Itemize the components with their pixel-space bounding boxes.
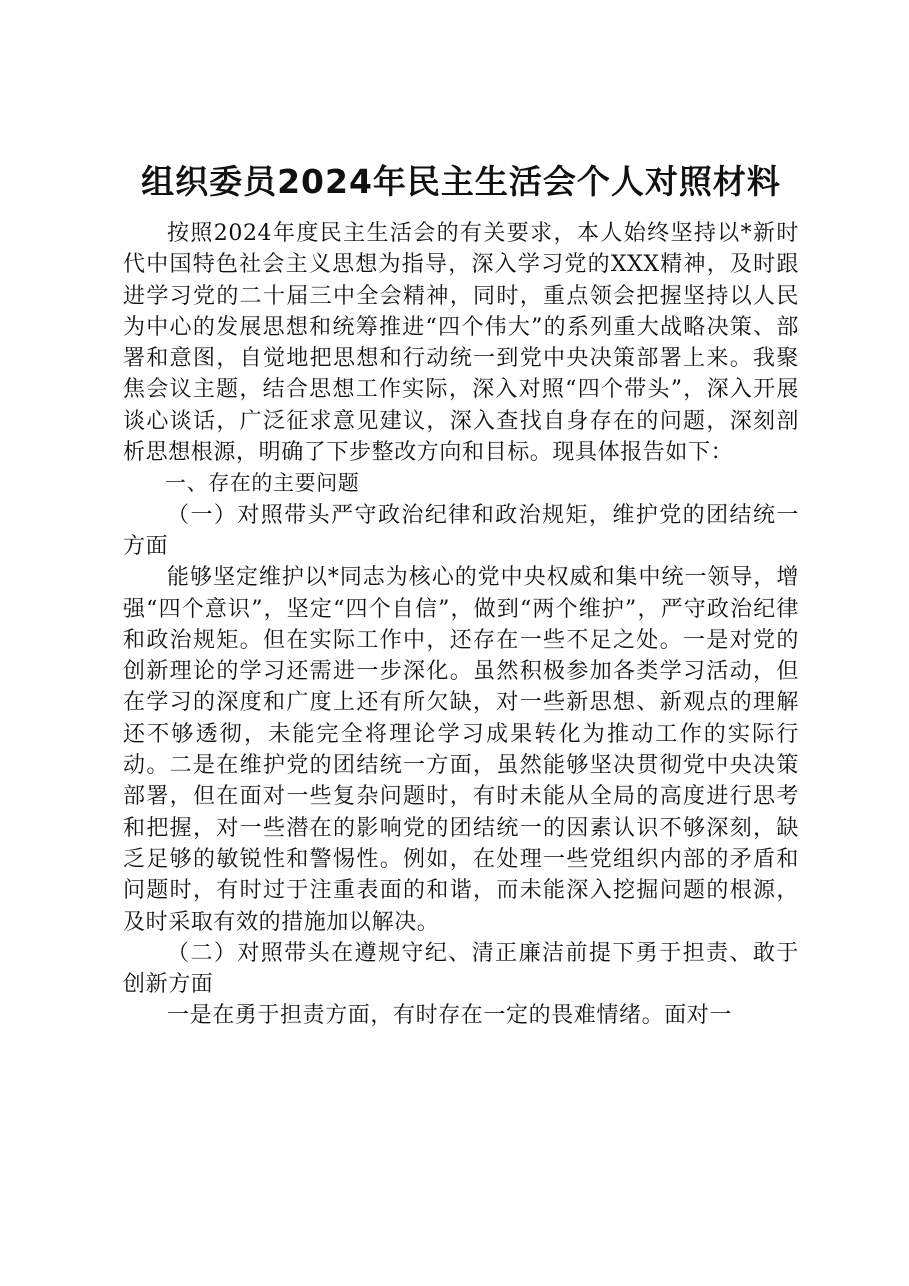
intro-paragraph: 按照2024年度民主生活会的有关要求，本人始终坚持以*新时代中国特色社会主义思想为指导，深入学习党的XXX精神，及时跟进学习党的二十届三中全会精神，同时，重点领会把握坚持以人民为中心的发展思想和统筹推进“四个伟大”的系列重大战略决策、部署和意图，自觉地把思想和行动统一到党中央决策部署上来。我聚焦会议主题，结合思想工作实际，深入对照“四个带头”，深入开展谈心谈话，广泛征求意见建议，深入查找自身存在的问题，深刻剖析思想根源，明确了下步整改方向和目标。现具体报告如下：	[123, 221, 799, 466]
document-title: 组织委员2024年民主生活会个人对照材料	[141, 162, 781, 201]
section-heading-main-problems: 一、存在的主要问题	[165, 471, 360, 496]
subsection-heading-responsibility-innovation: （二）对照带头在遵规守纪、清正廉洁前提下勇于担责、敢于创新方面	[123, 940, 799, 998]
subsection-heading-political-discipline: （一）对照带头严守政治纪律和政治规矩，维护党的团结统一方面	[123, 502, 799, 559]
subsection-body-political-discipline: 能够坚定维护以*同志为核心的党中央权威和集中统一领导，增强“四个意识”，坚定“四个自信”，做到“两个维护”，严守政治纪律和政治规矩。但在实际工作中，还存在一些不足之处。一是对党的创新理论的学习还需进一步深化。虽然积极参加各类学习活动，但在学习的深度和广度上还有所欠缺，对一些新思想、新观点的理解还不够透彻，未能完全将理论学习成果转化为推动工作的实际行动。二是在维护党的团结统一方面，虽然能够坚决贯彻党中央决策部署，但在面对一些复杂问题时，有时未能从全局的高度进行思考和把握，对一些潜在的影响党的团结统一的因素认识不够深刻，缺乏足够的敏锐性和警惕性。例如，在处理一些党组织内部的矛盾和问题时，有时过于注重表面的和谐，而未能深入挖掘问题的根源，及时采取有效的措施加以解决。	[123, 565, 799, 935]
document-page	[123, 160, 799, 1032]
subsection-body-responsibility-innovation: 一是在勇于担责方面，有时存在一定的畏难情绪。面对一	[167, 1003, 733, 1029]
